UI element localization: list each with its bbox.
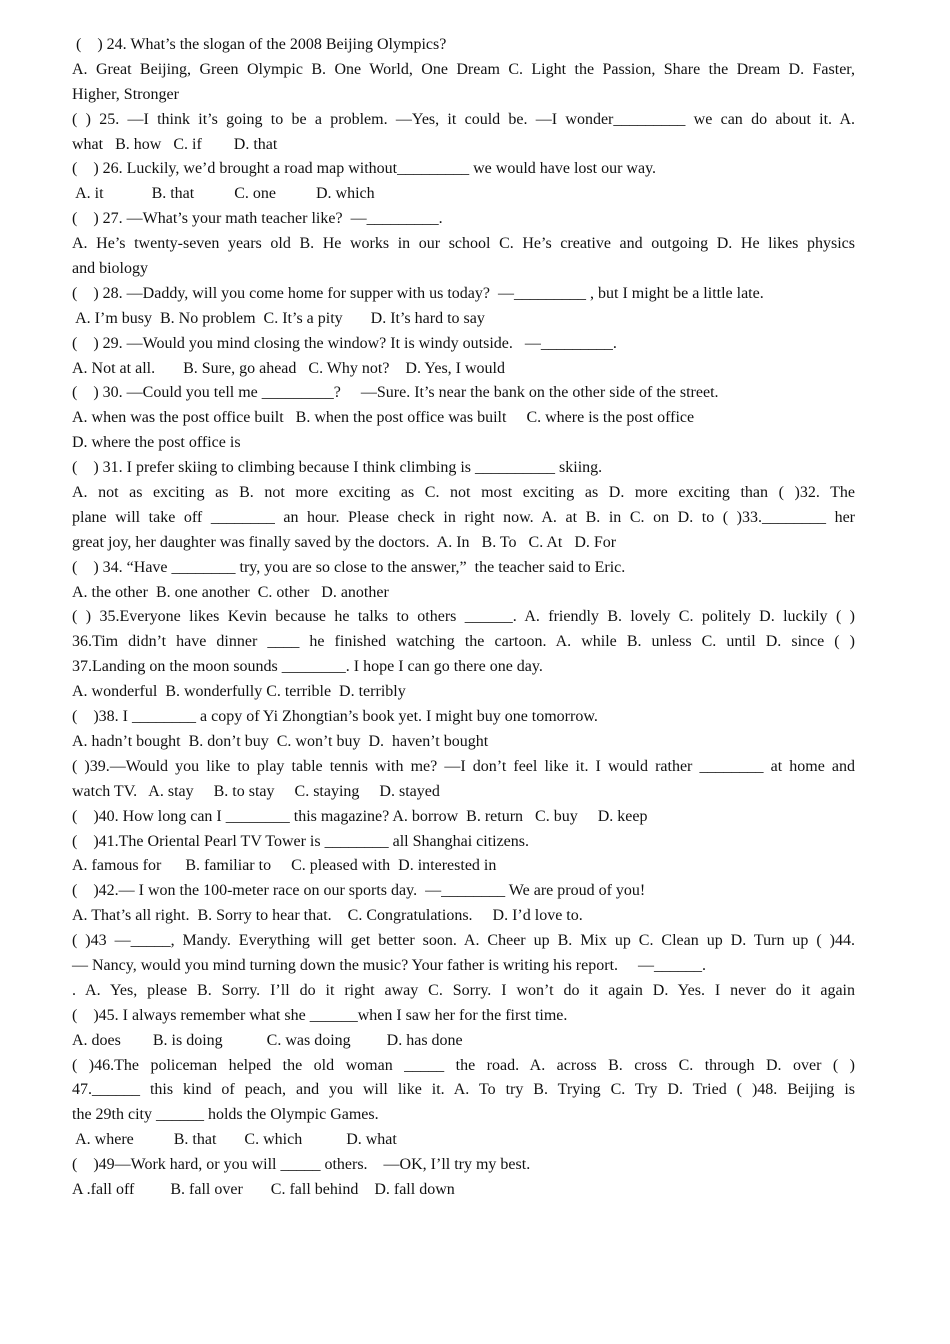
text-line: ( ) 25. —I think it’s going to be a problem. —Yes, it could be. —I wonder_________ we can do about it. A.	[72, 110, 855, 128]
text-line: A. He’s twenty-seven years old B. He works in our school C. He’s creative and outgoing D. He likes physics	[72, 235, 855, 253]
text-line: . A. Yes, please B. Sorry. I’ll do it right away C. Sorry. I won’t do it again D. Yes. I never do it again	[72, 981, 855, 999]
text-line: A. does B. is doing C. was doing D. has done	[72, 1031, 463, 1049]
text-line: 37.Landing on the moon sounds ________. I hope I can go there one day.	[72, 658, 543, 676]
text-line: ( )46.The policeman helped the old woman _____ the road. A. across B. cross C. through D. over ( )	[72, 1056, 855, 1074]
text-line: — Nancy, would you mind turning down the music? Your father is writing his report. —______.	[72, 956, 707, 974]
text-line: A. wonderful B. wonderfully C. terrible D. terribly	[72, 683, 406, 701]
text-line: ( ) 27. —What’s your math teacher like? —_________.	[72, 210, 443, 228]
text-line: watch TV. A. stay B. to stay C. staying D. stayed	[72, 782, 440, 800]
text-line: ( )42.— I won the 100-meter race on our sports day. —________ We are proud of you!	[72, 882, 646, 900]
text-line: A. when was the post office built B. when the post office was built C. where is the post office	[72, 409, 695, 427]
text-line: ( )45. I always remember what she ______when I saw her for the first time.	[72, 1006, 568, 1024]
text-line: A. the other B. one another C. other D. another	[72, 583, 389, 601]
text-line: the 29th city ______ holds the Olympic Games.	[72, 1106, 379, 1124]
text-line: 47.______ this kind of peach, and you will like it. A. To try B. Trying C. Try D. Tried ( )48. Beijing is	[72, 1081, 855, 1099]
text-line: A. famous for B. familiar to C. pleased with D. interested in	[72, 857, 497, 875]
text-line: ( )43 —_____, Mandy. Everything will get better soon. A. Cheer up B. Mix up C. Clean up D. Turn up ( )44.	[72, 932, 855, 950]
text-line: ( )40. How long can I ________ this magazine? A. borrow B. return C. buy D. keep	[72, 807, 648, 825]
text-line: ( ) 26. Luckily, we’d brought a road map without_________ we would have lost our way.	[72, 160, 657, 178]
text-line: A .fall off B. fall over C. fall behind D. fall down	[72, 1180, 455, 1198]
text-line: ( ) 30. —Could you tell me _________? —Sure. It’s near the bank on the other side of the street.	[72, 384, 719, 402]
text-line: A. it B. that C. one D. which	[72, 185, 375, 203]
text-line: A. hadn’t bought B. don’t buy C. won’t buy D. haven’t bought	[72, 732, 489, 750]
text-line: ( )39.—Would you like to play table tennis with me? —I don’t feel like it. I would rather ________ at home and	[72, 757, 855, 775]
text-line: ( ) 29. —Would you mind closing the window? It is windy outside. —_________.	[72, 334, 617, 352]
text-line: ( ) 28. —Daddy, will you come home for supper with us today? —_________ , but I might be a little late.	[72, 284, 764, 302]
text-line: A. Not at all. B. Sure, go ahead C. Why not? D. Yes, I would	[72, 359, 505, 377]
text-line: plane will take off ________ an hour. Please check in right now. A. at B. in C. on D. to ( )33.________ her	[72, 508, 855, 526]
text-line: great joy, her daughter was finally saved by the doctors. A. In B. To C. At D. For	[72, 533, 617, 551]
text-line: ( )41.The Oriental Pearl TV Tower is ________ all Shanghai citizens.	[72, 832, 530, 850]
text-line: ( ) 24. What’s the slogan of the 2008 Beijing Olympics?	[72, 36, 447, 53]
text-line: what B. how C. if D. that	[72, 135, 278, 153]
text-line: Higher, Stronger	[72, 85, 179, 103]
text-line: A. where B. that C. which D. what	[72, 1131, 397, 1149]
text-line: ( ) 35.Everyone likes Kevin because he talks to others ______. A. friendly B. lovely C. politely D. luckily ( )	[72, 608, 855, 626]
text-line: ( ) 31. I prefer skiing to climbing because I think climbing is __________ skiing.	[72, 459, 603, 477]
text-line: and biology	[72, 260, 148, 278]
text-line: ( )49—Work hard, or you will _____ others. —OK, I’ll try my best.	[72, 1156, 531, 1174]
text-line: D. where the post office is	[72, 434, 241, 452]
text-line: ( ) 34. “Have ________ try, you are so close to the answer,” the teacher said to Eric.	[72, 558, 626, 576]
text-line: A. not as exciting as B. not more exciting as C. not most exciting as D. more exciting than ( )32. The	[72, 484, 855, 502]
text-line: A. I’m busy B. No problem C. It’s a pity D. It’s hard to say	[72, 309, 485, 327]
text-line: 36.Tim didn’t have dinner ____ he finished watching the cartoon. A. while B. unless C. until D. since ( )	[72, 633, 855, 651]
text-line: A. Great Beijing, Green Olympic B. One World, One Dream C. Light the Passion, Share the Dream D. Faster,	[72, 60, 855, 78]
text-line: ( )38. I ________ a copy of Yi Zhongtian’s book yet. I might buy one tomorrow.	[72, 708, 598, 726]
text-line: A. That’s all right. B. Sorry to hear that. C. Congratulations. D. I’d love to.	[72, 907, 583, 925]
